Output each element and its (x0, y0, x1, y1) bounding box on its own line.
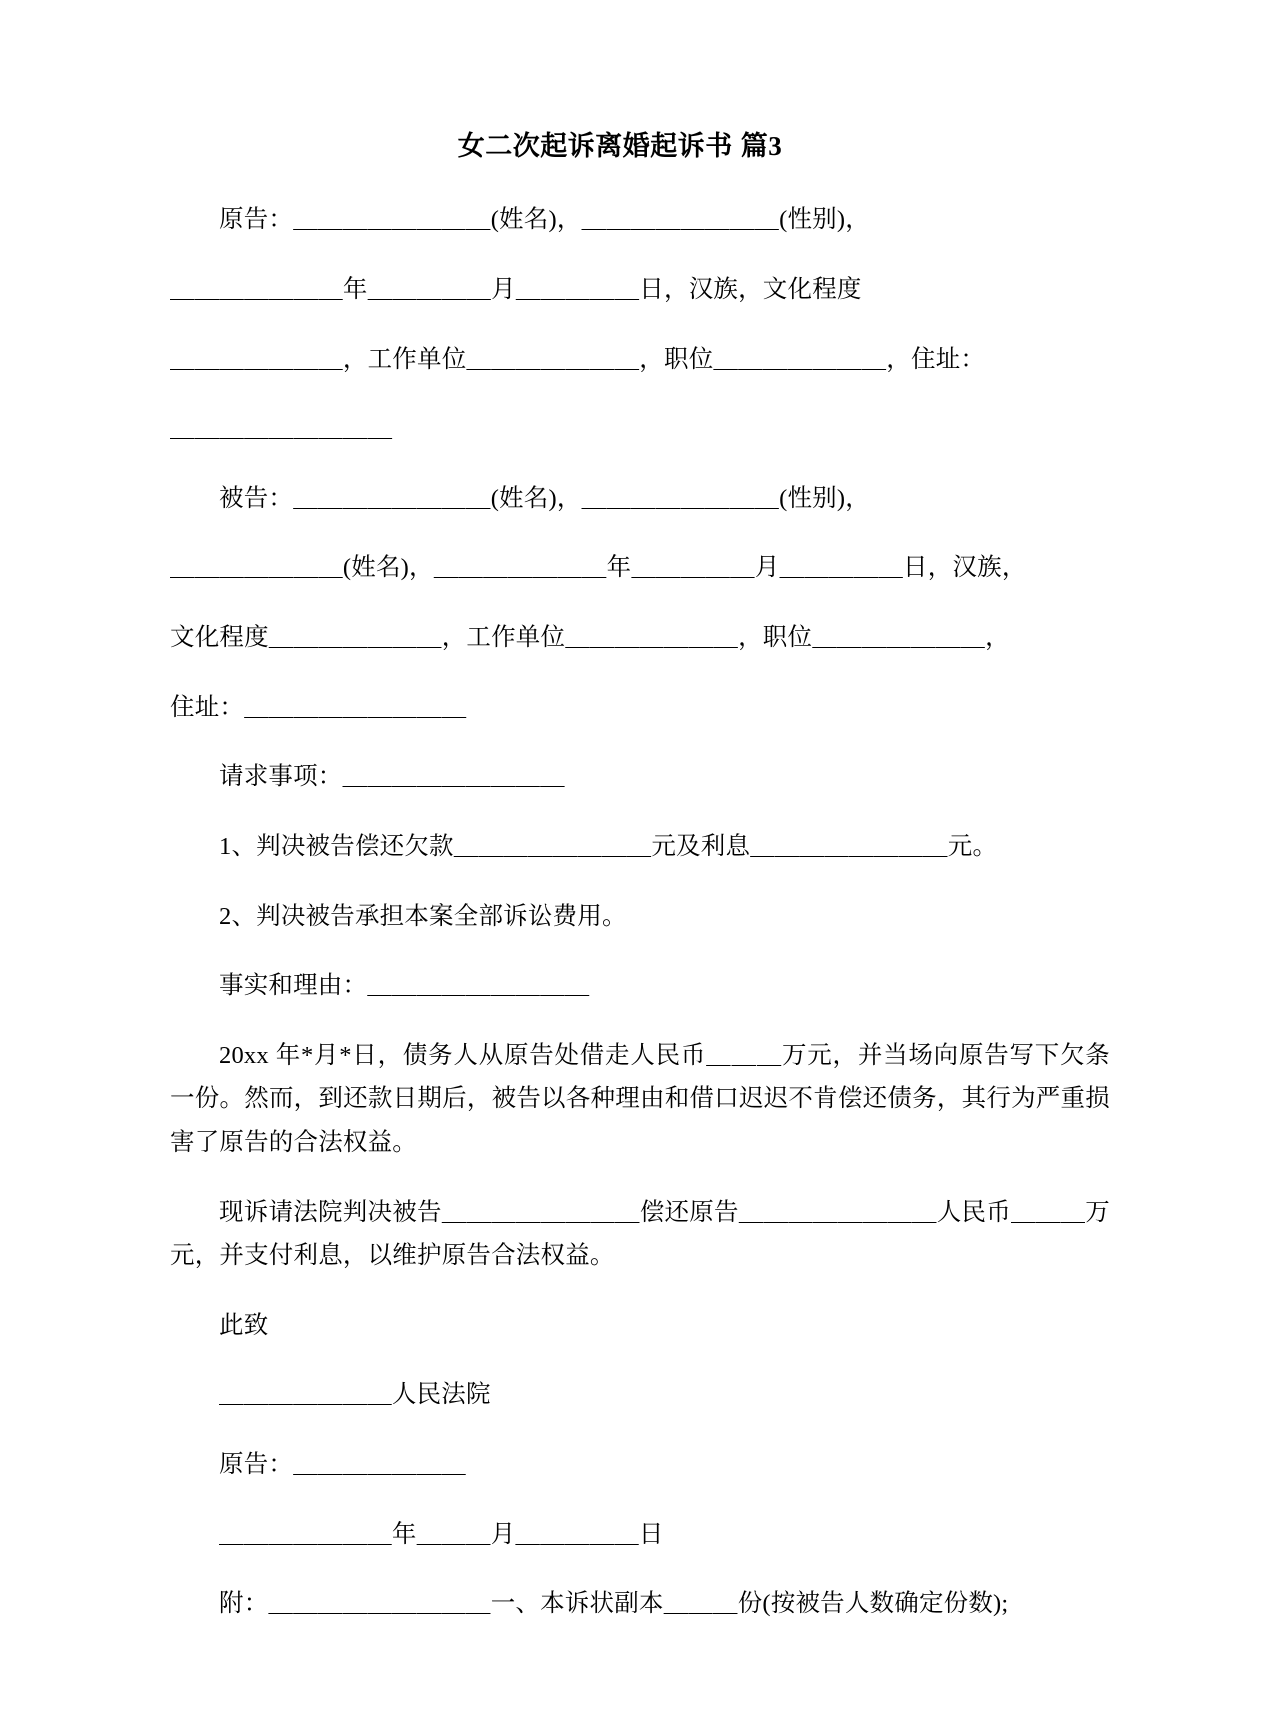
page-title-text: 女二次起诉离婚起诉书 篇 (457, 131, 769, 161)
page-title (170, 128, 1110, 164)
closing-court: ＿＿＿＿＿＿＿人民法院 (219, 1381, 491, 1409)
plaintiff-line-3: ＿＿＿＿＿＿＿，工作单位＿＿＿＿＿＿＿，职位＿＿＿＿＿＿＿，住址： (170, 345, 986, 373)
defendant-line-2: ＿＿＿＿＿＿＿(姓名)，＿＿＿＿＿＿＿年＿＿＿＿＿月＿＿＿＿＿日，汉族， (170, 554, 1027, 582)
closing-signature: 原告：＿＿＿＿＿＿＿ (219, 1451, 466, 1479)
plaintiff-line-1: 原告：＿＿＿＿＿＿＿＿(姓名)，＿＿＿＿＿＿＿＿(性别)， (219, 206, 870, 234)
closing-date: ＿＿＿＿＿＿＿年＿＿＿月＿＿＿＿＿日 (219, 1520, 664, 1548)
plaintiff-line-2: ＿＿＿＿＿＿＿年＿＿＿＿＿月＿＿＿＿＿日，汉族，文化程度 (170, 276, 862, 304)
facts-paragraph-1: 20xx 年*月*日，债务人从原告处借走人民币＿＿＿万元，并当场向原告写下欠条一份。然而，到还款日期后，被告以各种理由和借口迟迟不肯偿还债务，其行为严重损害了原告的合法权益。 (170, 1041, 1110, 1156)
closing-attachment: 附：＿＿＿＿＿＿＿＿＿一、本诉状副本＿＿＿份(按被告人数确定份数); (219, 1590, 1009, 1618)
facts-paragraph-2: 现诉请法院判决被告＿＿＿＿＿＿＿＿偿还原告＿＿＿＿＿＿＿＿人民币＿＿＿万元，并支付利息，以维护原告合法权益。 (170, 1198, 1110, 1270)
claim-item-1: 1、判决被告偿还欠款＿＿＿＿＿＿＿＿元及利息＿＿＿＿＿＿＿＿元。 (219, 832, 998, 860)
plaintiff-line-4: ＿＿＿＿＿＿＿＿＿ (170, 415, 393, 443)
defendant-line-3: 文化程度＿＿＿＿＿＿＿，工作单位＿＿＿＿＿＿＿，职位＿＿＿＿＿＿＿， (170, 624, 1010, 652)
defendant-line-4: 住址：＿＿＿＿＿＿＿＿＿ (170, 693, 467, 721)
defendant-line-1: 被告：＿＿＿＿＿＿＿＿(姓名)，＿＿＿＿＿＿＿＿(性别)， (219, 484, 870, 512)
claim-item-2: 2、判决被告承担本案全部诉讼费用。 (219, 902, 627, 930)
closing-salutation: 此致 (219, 1311, 269, 1339)
claims-heading: 请求事项：＿＿＿＿＿＿＿＿＿ (219, 763, 565, 791)
page-title-number: 3 (768, 131, 783, 161)
facts-heading: 事实和理由：＿＿＿＿＿＿＿＿＿ (219, 972, 590, 1000)
